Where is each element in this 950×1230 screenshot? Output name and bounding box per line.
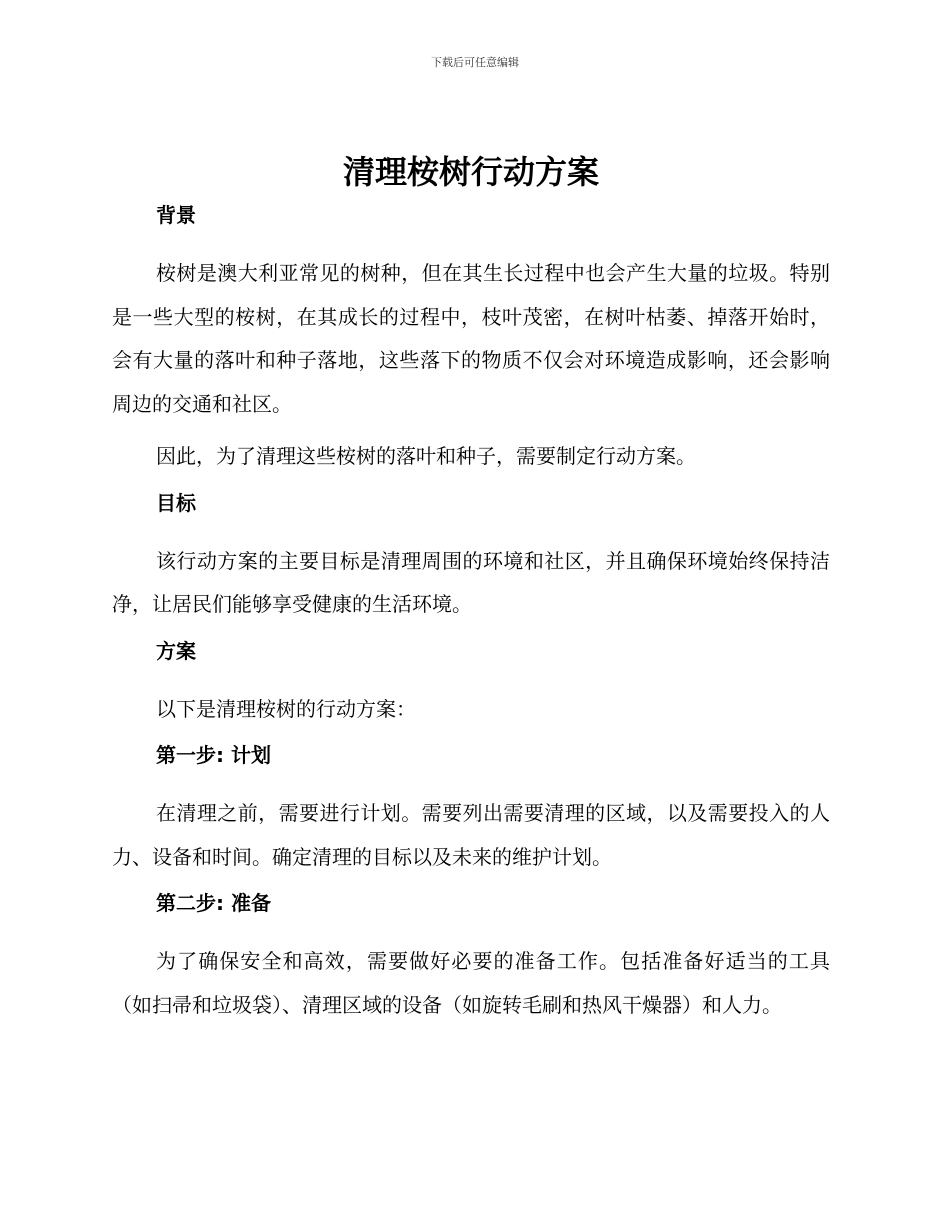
document-body (112, 150, 830, 1027)
paragraph-background-2: 因此，为了清理这些桉树的落叶和种子，需要制定行动方案。 (156, 444, 696, 468)
page-title: 清理桉树行动方案 (342, 153, 599, 191)
paragraph-step2-1: 为了确保安全和高效，需要做好必要的准备工作。包括准备好适当的工具（如扫帚和垃圾袋）、清理区域的设备（如旋转毛刷和热风干燥器）和人力。 (112, 949, 830, 1017)
section-heading-step2: 第二步: 准备 (156, 891, 271, 915)
paragraph-goal-1: 该行动方案的主要目标是清理周围的环境和社区，并且确保环境始终保持洁净，让居民们能够享受健康的生活环境。 (112, 548, 830, 616)
section-heading-plan: 方案 (156, 638, 196, 663)
section-heading-goal: 目标 (156, 490, 196, 515)
header-note: 下载后可任意编辑 (431, 56, 519, 69)
paragraph-background-1: 桉树是澳大利亚常见的树种，但在其生长过程中也会产生大量的垃圾。特别是一些大型的桉树，在其成长的过程中，枝叶茂密，在树叶枯萎、掉落开始时，会有大量的落叶和种子落地，这些落下的物质不仅会对环境造成影响，还会影响周边的交通和社区。 (112, 261, 830, 416)
section-heading-step1: 第一步: 计划 (156, 743, 271, 767)
paragraph-plan-1: 以下是清理桉树的行动方案： (156, 696, 416, 721)
section-heading-background: 背景 (156, 203, 196, 227)
paragraph-step1-1: 在清理之前，需要进行计划。需要列出需要清理的区域，以及需要投入的人力、设备和时间。确定清理的目标以及未来的维护计划。 (112, 801, 830, 869)
